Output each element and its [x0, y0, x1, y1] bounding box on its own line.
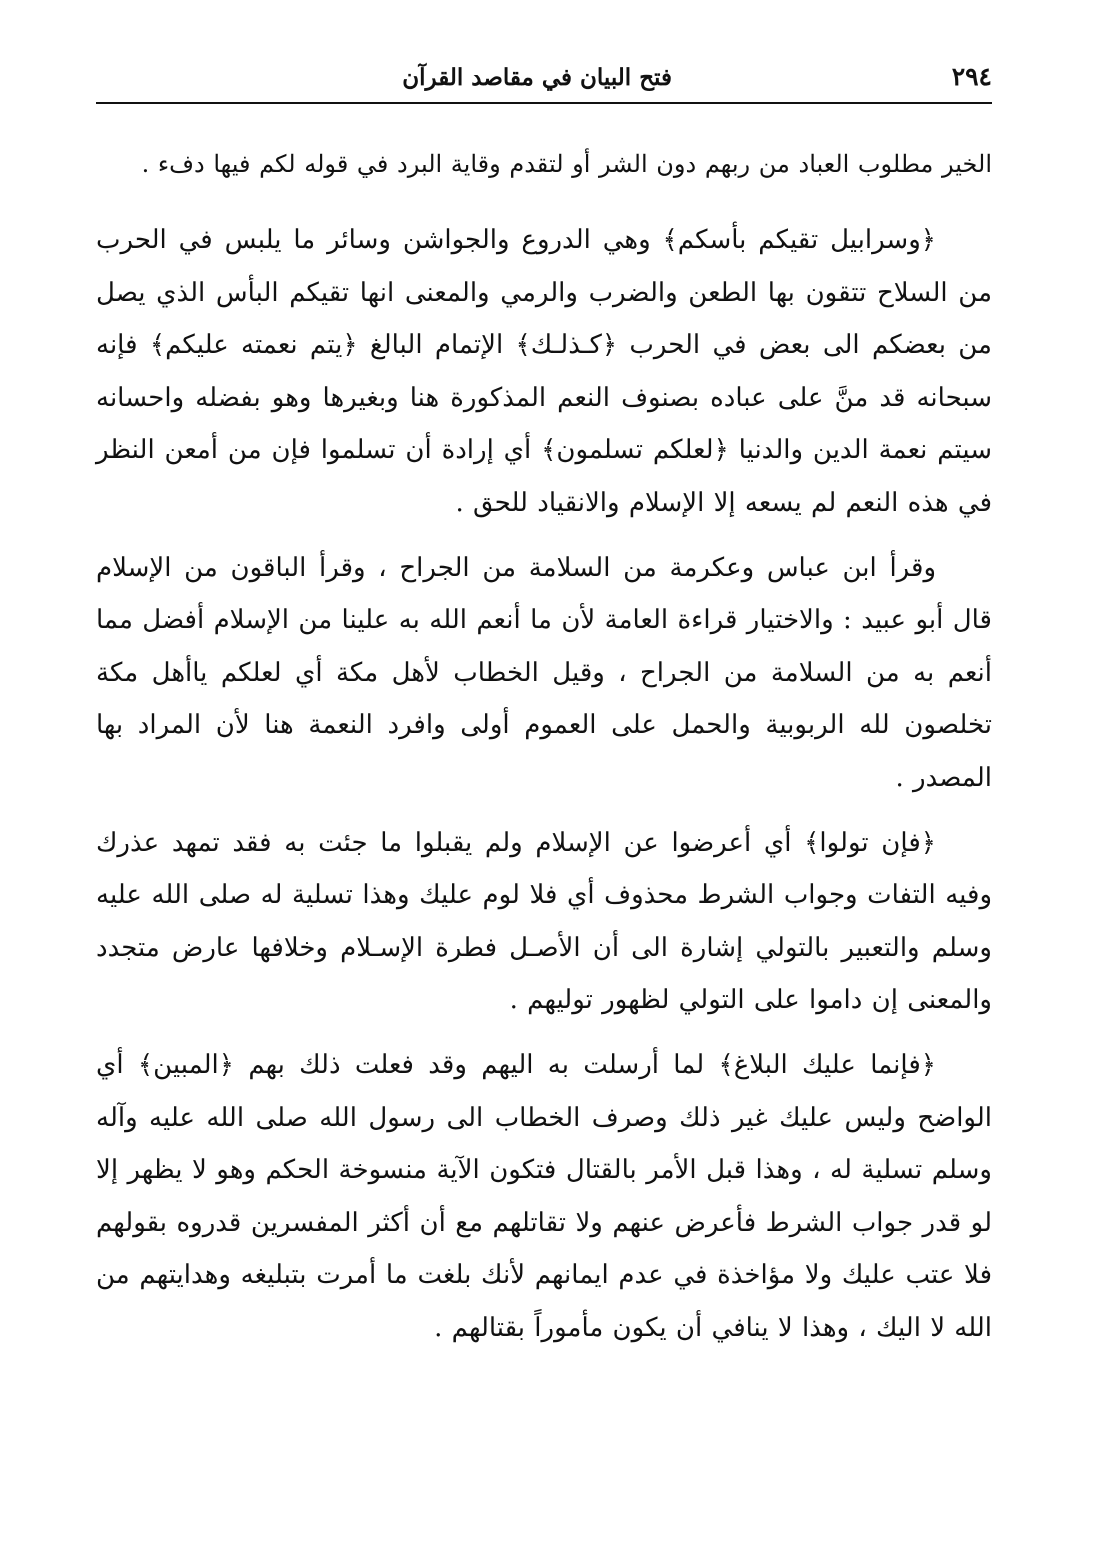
- paragraph: ﴿فإن تولوا﴾ أي أعرضوا عن الإسلام ولم يقبلوا ما جئت به فقد تمهد عذرك وفيه التفات وجواب الشرط محذوف أي فلا لوم عليك وهذا تسلية له صلى الله عليه وسلم والتعبير بالتولي إشارة الى أن الأصـل فطرة الإسـلام وخلافها عارض متجدد والمعنى إن داموا على التولي لظهور توليهم .: [96, 827, 992, 1016]
- page-header: [96, 52, 992, 104]
- running-title: فتح البيان في مقاصد القرآن: [402, 64, 672, 91]
- page-body: [96, 144, 992, 1354]
- paragraph: ﴿فإنما عليك البلاغ﴾ لما أرسلت به اليهم وقد فعلت ذلك بهم ﴿المبين﴾ أي الواضح وليس عليك غير ذلك وصرف الخطاب الى رسول الله صلى الله عليه وآله وسلم تسلية له ، وهذا قبل الأمر بالقتال فتكون الآية منسوخة الحكم وهو لا يظهر إلا لو قدر جواب الشرط فأعرض عنهم ولا تقاتلهم مع أن أكثر المفسرين قدروه بقولهم فلا عتب عليك ولا مؤاخذة في عدم ايمانهم لأنك بلغت ما أمرت بتبليغه وهدايتهم من الله لا اليك ، وهذا لا ينافي أن يكون مأموراً بقتالهم .: [96, 1049, 992, 1343]
- page-number: ٢٩٤: [951, 62, 992, 91]
- paragraph-continuation: الخير مطلوب العباد من ربهم دون الشر أو لتقدم وقاية البرد في قوله لكم فيها دفء .: [141, 150, 992, 178]
- paragraph: وقرأ ابن عباس وعكرمة من السلامة من الجراح ، وقرأ الباقون من الإسلام قال أبو عبيد : والاختيار قراءة العامة لأن ما أنعم الله به علينا من الإسلام أفضل مما أنعم به من السلامة من الجراح ، وقيل الخطاب لأهل مكة أي لعلكم ياأهل مكة تخلصون لله الربوبية والحمل على العموم أولى وافرد النعمة هنا لأن المراد بها المصدر .: [96, 552, 992, 793]
- book-page: [96, 52, 992, 1532]
- paragraph: ﴿وسرابيل تقيكم بأسكم﴾ وهي الدروع والجواشن وسائر ما يلبس في الحرب من السلاح تتقون بها الطعن والضرب والرمي والمعنى انها تقيكم البأس الذي يصل من بعضكم الى بعض في الحرب ﴿كـذلـك﴾ الإتمام البالغ ﴿يتم نعمته عليكم﴾ فإنه سبحانه قد منَّ على عباده بصنوف النعم المذكورة هنا وبغيرها وهو بفضله واحسانه سيتم نعمة الدين والدنيا ﴿لعلكم تسلمون﴾ أي إرادة أن تسلموا فإن من أمعن النظر في هذه النعم لم يسعه إلا الإسلام والانقياد للحق .: [96, 225, 992, 518]
